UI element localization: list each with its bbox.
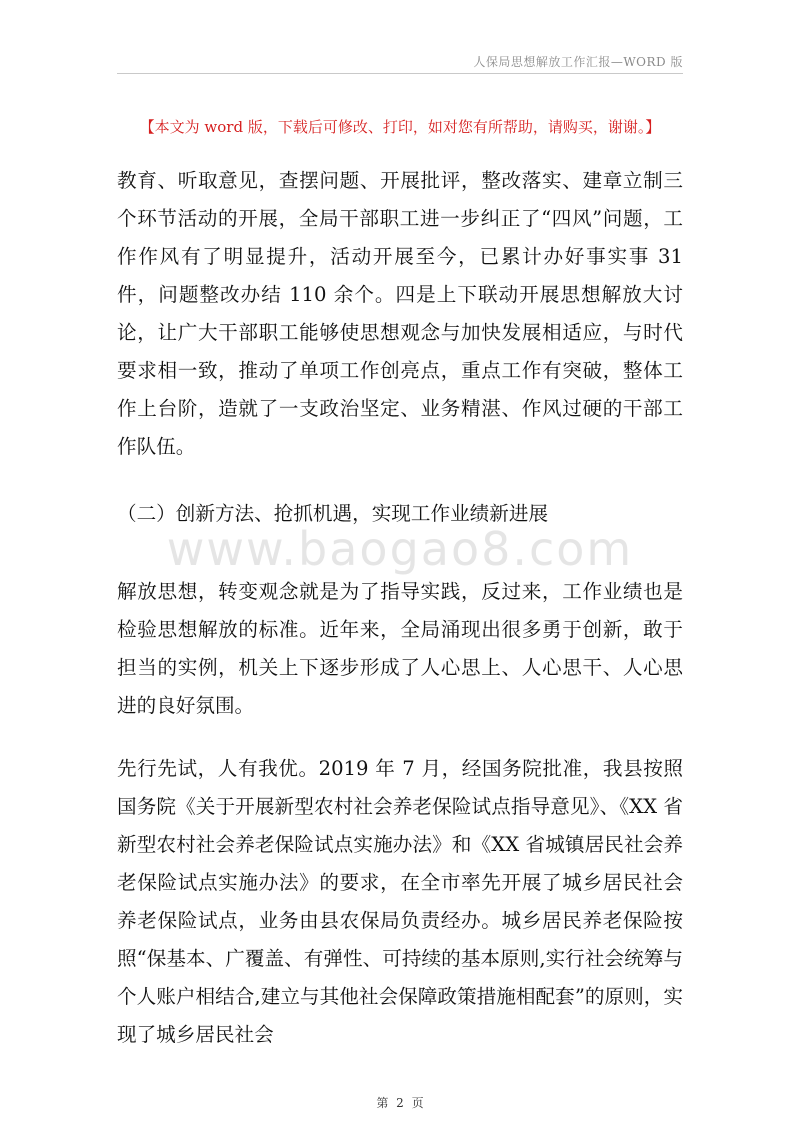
paragraph-1: 教育、听取意见，查摆问题、开展批评，整改落实、建章立制三个环节活动的开展，全局干部职工进一步纠正了“四风”问题，工作作风有了明显提升，活动开展至今，已累计办好事实事 31 件，问题整改办结 110 余个。四是上下联动开展思想解放大讨论，让广大干部职工能够使思想观念与加快发展相适应，与时代要求相一致，推动了单项工作创亮点，重点工作有突破，整体工作上台阶，造就了一支政治坚定、业务精湛、作风过硬的干部工作队伍。 <box>117 169 683 458</box>
running-header: 人保局思想解放工作汇报—WORD 版 <box>473 55 683 69</box>
header-divider <box>117 73 683 74</box>
page-number: 第 2 页 <box>376 1096 424 1110</box>
section-heading: （二）创新方法、抢抓机遇，实现工作业绩新进展 <box>117 502 549 525</box>
download-notice: 【本文为 word 版，下载后可修改、打印，如对您有所帮助，请购买，谢谢。】 <box>139 118 661 136</box>
paragraph-2: 解放思想，转变观念就是为了指导实践，反过来，工作业绩也是检验思想解放的标准。近年来，全局涌现出很多勇于创新，敢于担当的实例，机关上下逐步形成了人心思上、人心思干、人心思进的良好氛围。 <box>117 580 683 717</box>
watermark: www.baogao8.com <box>166 522 634 576</box>
paragraph-3: 先行先试，人有我优。2019 年 7 月，经国务院批准，我县按照国务院《关于开展新型农村社会养老保险试点指导意见》、《XX 省新型农村社会养老保险试点实施办法》和《XX 省城镇居民社会养老保险试点实施办法》的要求，在全市率先开展了城乡居民社会养老保险试点，业务由县农保局负责经办。城乡居民养老保险按照“保基本、广覆盖、有弹性、可持续的基本原则,实行社会统筹与个人账户相结合,建立与其他社会保障政策措施相配套”的原则，实现了城乡居民社会 <box>117 757 683 1046</box>
